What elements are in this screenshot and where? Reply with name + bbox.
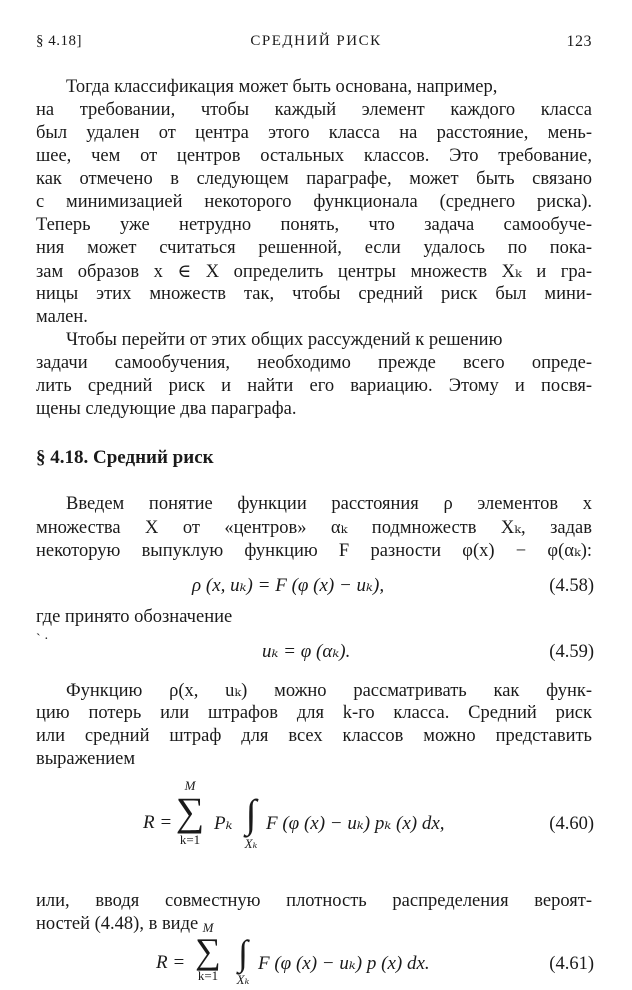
text-line: Тогда классификация может быть основана, например, — [66, 77, 498, 97]
text-line: зам образов x ∈ X определить центры множеств Xₖ и гра- — [36, 262, 592, 282]
text-line: лить средний риск и найти его вариацию. Этому и посвя- — [36, 376, 592, 396]
text-line: мален. — [36, 307, 88, 327]
text-line: Теперь уже нетрудно понять, что задача самообуче- — [36, 215, 592, 235]
text-line: шее, чем от центров остальных классов. Это требование, — [36, 146, 592, 166]
text-line: ницы этих множеств так, чтобы средний риск был мини- — [36, 284, 592, 304]
text-line: как отмечено в следующем параграфе, может быть связано — [36, 169, 592, 189]
equation-lhs: R = — [143, 812, 173, 833]
summation-sign: M ∑ k=1 — [188, 920, 228, 984]
text-line: Введем понятие функции расстояния ρ элементов x — [66, 494, 592, 514]
integral-sign: ∫ Xₖ — [236, 792, 266, 852]
text-line: щены следующие два параграфа. — [36, 399, 297, 419]
integral-sign: ∫ Xₖ — [228, 934, 258, 988]
running-head-title: СРЕДНИЙ РИСК — [250, 33, 382, 49]
text-line: множества X от «центров» αₖ подмножеств Xₖ, задав — [36, 518, 592, 538]
sum-lower-limit: k=1 — [179, 832, 201, 847]
text-line: ния может считаться решенной, если удалось по пока- — [36, 238, 592, 258]
integral-domain: Xₖ — [244, 836, 258, 851]
equation-term: Pₖ — [214, 813, 233, 834]
equation-4-59: uₖ = φ (αₖ). — [262, 641, 351, 662]
summation-sign: M ∑ k=1 — [170, 778, 210, 848]
equation-4-60: F (φ (x) − uₖ) pₖ (x) dx, — [266, 813, 445, 834]
section-heading: § 4.18. Средний риск — [36, 447, 214, 468]
page-number: 123 — [566, 33, 592, 50]
text-line: цию потерь или штрафов для k-го класса. Средний риск — [36, 703, 592, 723]
text-line: выражением — [36, 749, 136, 769]
text-line: на требовании, чтобы каждый элемент каждого класса — [36, 100, 592, 120]
text-line: или средний штраф для всех классов можно представить — [36, 726, 592, 746]
equation-4-58: ρ (x, uₖ) = F (φ (x) − uₖ), — [192, 575, 385, 596]
equation-lhs: R = — [156, 952, 186, 973]
text-line: или, вводя совместную плотность распределения вероят- — [36, 891, 592, 911]
text-line: был удален от центра этого класса на расстояние, мень- — [36, 123, 592, 143]
integral-domain: Xₖ — [236, 972, 250, 987]
text-line: некоторую выпуклую функцию F разности φ(x) − φ(αₖ): — [36, 541, 592, 561]
text-line: задачи самообучения, необходимо прежде всего опреде- — [36, 353, 592, 373]
text-line: с минимизацией некоторого функционала (среднего риска). — [36, 192, 592, 212]
text-line: Чтобы перейти от этих общих рассуждений к решению — [66, 330, 503, 350]
text-line: ностей (4.48), в виде — [36, 914, 199, 934]
sum-upper-limit: M — [202, 920, 214, 935]
sum-lower-limit: k=1 — [197, 968, 219, 983]
stray-mark: ˋ — [36, 632, 41, 647]
equation-4-61: F (φ (x) − uₖ) p (x) dx. — [258, 953, 430, 974]
text-line: Функцию ρ(x, uₖ) можно рассматривать как функ- — [66, 681, 592, 701]
equation-number: (4.60) — [549, 814, 594, 834]
sum-upper-limit: M — [184, 778, 196, 793]
text-line: где принято обозначение — [36, 607, 233, 627]
equation-number: (4.59) — [549, 642, 594, 662]
stray-mark: · — [44, 632, 49, 647]
equation-number: (4.61) — [549, 954, 594, 974]
running-head-section: § 4.18] — [36, 33, 82, 49]
equation-number: (4.58) — [549, 576, 594, 596]
